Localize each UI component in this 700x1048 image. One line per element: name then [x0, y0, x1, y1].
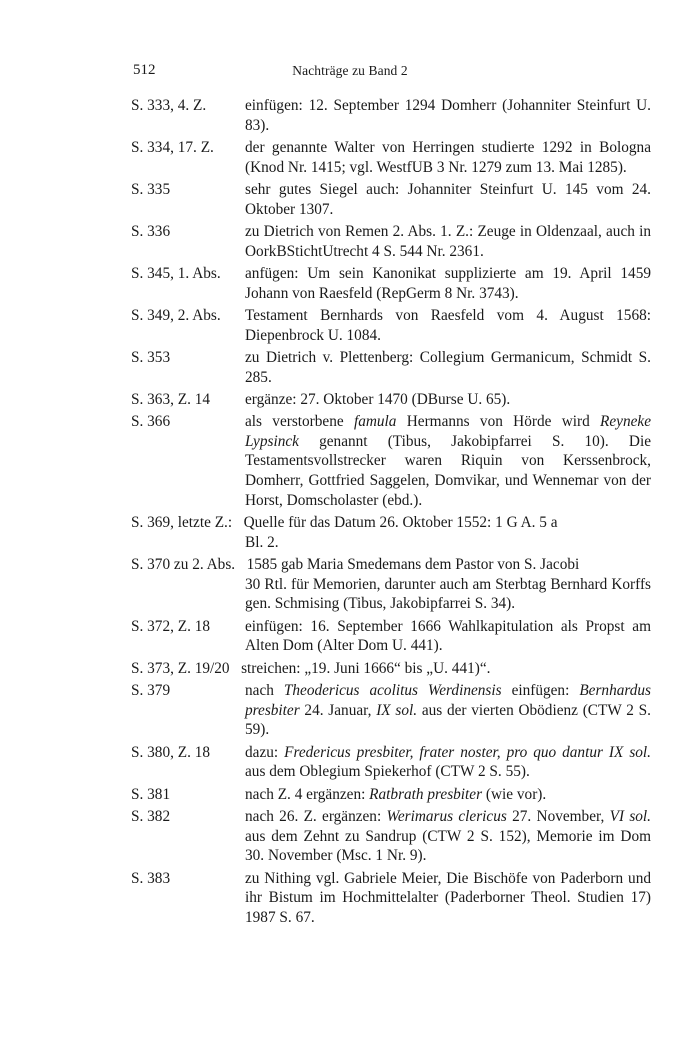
- entry-reference: S. 363, Z. 14: [131, 390, 211, 408]
- entry-reference: S. 345, 1. Abs.: [131, 264, 221, 282]
- list-item: [131, 743, 651, 782]
- list-item: [131, 138, 651, 177]
- entry-text: [245, 412, 651, 510]
- text-segment: dazu:: [245, 743, 285, 761]
- list-item: [131, 264, 651, 303]
- list-item: [131, 222, 651, 261]
- text-segment: genannt (Tibus, Jakobipfarrei S. 10). Die Testamentsvollstrecker waren Riquin von Kerssenbrock, Domherr, Gottfried Saggelen, Domvikar, und Wennemar von der Horst, Domscholaster (ebd.).: [245, 432, 651, 509]
- list-item: [131, 348, 651, 387]
- italic-term: Bernhardus presbiter: [245, 681, 651, 719]
- text-segment: als verstorbene: [245, 413, 354, 431]
- list-item: [131, 555, 651, 614]
- text-segment: (wie vor).: [482, 785, 547, 803]
- entry-reference: S. 381: [131, 785, 171, 803]
- entry-reference: S. 382: [131, 807, 171, 825]
- text-segment: aus der vierten Obödienz (CTW 2 S. 59).: [245, 701, 651, 739]
- italic-term: VI sol.: [609, 807, 651, 825]
- list-item: [131, 306, 651, 345]
- entry-text: [245, 681, 651, 740]
- entry-text: anfügen: Um sein Kanonikat supplizierte am 19. April 1459 Johann von Raesfeld (RepGerm 8 Nr. 3743).: [245, 264, 651, 302]
- text-segment: Hermanns von Hörde wird: [396, 413, 601, 431]
- italic-term: Ratbrath presbiter: [369, 785, 483, 803]
- entry-text: Testament Bernhards von Raesfeld vom 4. August 1568: Diepenbrock U. 1084.: [245, 306, 651, 344]
- entry-text: ergänze: 27. Oktober 1470 (DBurse U. 65).: [245, 390, 511, 408]
- list-item: [131, 513, 651, 552]
- list-item: [131, 390, 651, 410]
- italic-term: Theodericus acolitus Werdinensis: [283, 681, 502, 699]
- entry-reference: S. 372, Z. 18: [131, 617, 211, 635]
- entry-reference: S. 379: [131, 681, 171, 699]
- italic-term: Reyneke Lypsinck: [245, 413, 651, 450]
- text-segment: nach Z. 4 ergänzen:: [245, 785, 370, 803]
- text-segment: nach 26. Z. ergänzen:: [245, 807, 387, 825]
- entry-text: einfügen: 12. September 1294 Domherr (Johanniter Steinfurt U. 83).: [245, 97, 651, 134]
- italic-term: Werimarus clericus: [386, 807, 507, 825]
- entry-text: [245, 807, 651, 866]
- entry-reference: S. 334, 17. Z.: [131, 138, 214, 156]
- entry-reference: S. 370 zu 2. Abs.: [131, 556, 236, 574]
- text-segment: aus dem Zehnt zu Sandrup (CTW 2 S. 152), Memorie im Dom 30. November (Msc. 1 Nr. 9).: [245, 827, 651, 865]
- list-item: [131, 659, 651, 679]
- list-item: [131, 96, 651, 135]
- text-segment: 24. Januar,: [299, 701, 377, 719]
- list-item: [131, 681, 651, 740]
- text-segment: einfügen:: [501, 681, 580, 699]
- entry-reference: S. 369, letzte Z.:: [131, 514, 233, 532]
- entry-reference: S. 366: [131, 413, 171, 431]
- list-item: [131, 412, 651, 510]
- entry-reference: S. 353: [131, 348, 171, 366]
- entry-reference: S. 349, 2. Abs.: [131, 306, 221, 324]
- entry-text: sehr gutes Siegel auch: Johanniter Steinfurt U. 145 vom 24. Oktober 1307.: [245, 180, 651, 218]
- page-number: 512: [133, 62, 156, 78]
- entry-text: [245, 743, 651, 782]
- list-item: [131, 807, 651, 866]
- list-item: [131, 869, 651, 928]
- entry-text: streichen: „19. Juni 1666“ bis „U. 441)“.: [241, 659, 491, 677]
- entry-text: der genannte Walter von Herringen studierte 1292 in Bologna (Knod Nr. 1415; vgl. WestfUB 3 Nr. 1279 zum 13. Mai 1285).: [245, 138, 651, 176]
- running-head: Nachträge zu Band 2: [292, 63, 408, 78]
- addenda-list: [131, 96, 651, 930]
- italic-term: IX sol.: [376, 701, 418, 719]
- entry-reference: S. 380, Z. 18: [131, 743, 211, 761]
- italic-term: famula: [353, 413, 397, 431]
- entry-text: 1585 gab Maria Smedemans dem Pastor von S. Jacobi: [246, 556, 580, 574]
- list-item: [131, 180, 651, 219]
- text-segment: 27. November,: [506, 807, 610, 825]
- entry-text-continued: 30 Rtl. für Memorien, darunter auch am Sterbtag Bernhard Korffs gen. Schmising (Tibus, Jakobipfarrei S. 34).: [245, 575, 651, 613]
- entry-reference: S. 373, Z. 19/20: [131, 659, 230, 677]
- list-item: [131, 617, 651, 656]
- text-segment: nach: [245, 681, 284, 699]
- entry-reference: S. 333, 4. Z.: [131, 97, 207, 114]
- text-segment: aus dem Oblegium Spiekerhof (CTW 2 S. 55).: [245, 763, 530, 781]
- entry-text-continued: Bl. 2.: [245, 533, 279, 551]
- entry-reference: S. 336: [131, 222, 171, 240]
- italic-term: Fredericus presbiter, frater noster, pro quo dantur IX sol.: [284, 743, 651, 761]
- entry-text: zu Dietrich von Remen 2. Abs. 1. Z.: Zeuge in Oldenzaal, auch in OorkBStichtUtrecht 4 S. 544 Nr. 2361.: [245, 222, 651, 260]
- entry-text: [245, 785, 651, 805]
- list-item: [131, 785, 651, 805]
- entry-reference: S. 335: [131, 180, 171, 198]
- entry-text: zu Nithing vgl. Gabriele Meier, Die Bischöfe von Paderborn und ihr Bistum im Hochmittelalter (Paderborner Theol. Studien 17) 1987 S. 67.: [245, 869, 651, 926]
- entry-text: einfügen: 16. September 1666 Wahlkapitulation als Propst am Alten Dom (Alter Dom U. 441).: [245, 617, 651, 655]
- entry-reference: S. 383: [131, 869, 171, 887]
- entry-text: zu Dietrich v. Plettenberg: Collegium Germanicum, Schmidt S. 285.: [245, 348, 651, 386]
- entry-text: Quelle für das Datum 26. Oktober 1552: 1 G A. 5 a: [243, 514, 558, 532]
